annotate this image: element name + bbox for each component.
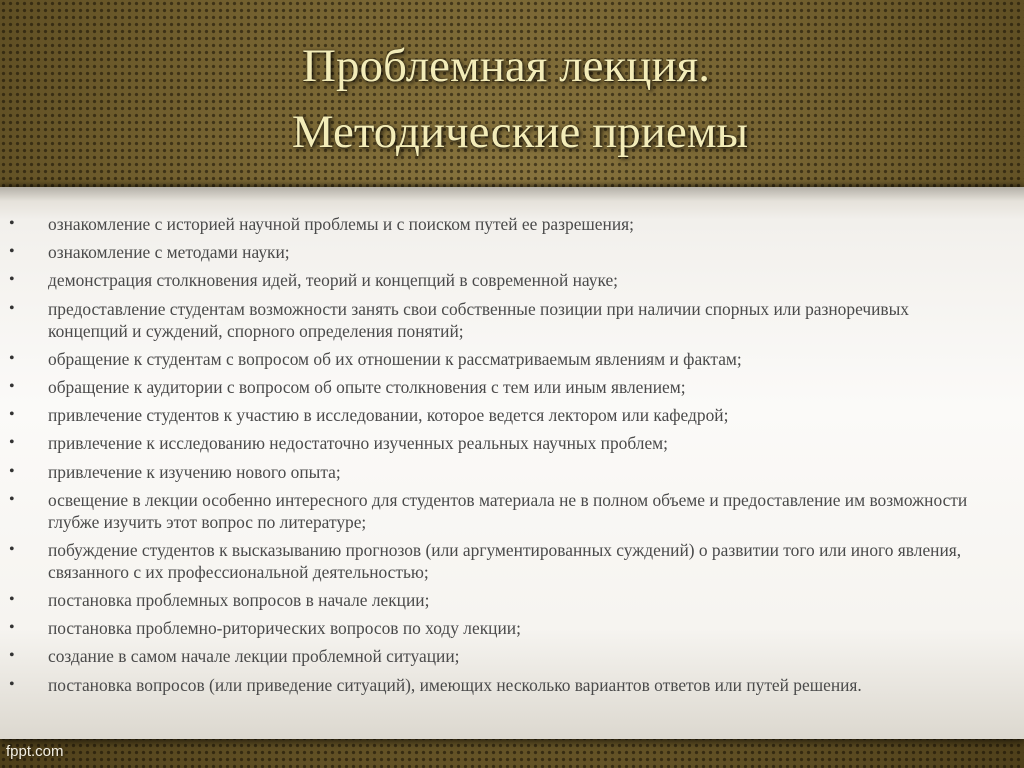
slide-title-line-1: Проблемная лекция. [302, 40, 710, 92]
content-panel [0, 187, 1024, 739]
title-area [0, 0, 1024, 185]
bullet-icon: • [9, 675, 15, 693]
list-item-text: побуждение студентов к высказыванию прогнозов (или аргументированных суждений) о развитии того или иного явления, связанного с их профессиональной деятельностью; [48, 539, 962, 582]
bullet-icon: • [9, 591, 15, 609]
list-item-text: обращение к студентам с вопросом об их отношении к рассматриваемым явлениям и фактам; [48, 348, 742, 369]
list-item [0, 674, 1024, 696]
list-item-text: постановка проблемных вопросов в начале лекции; [48, 590, 430, 611]
bullet-icon: • [9, 647, 15, 665]
bullet-icon: • [9, 540, 15, 558]
bullet-icon: • [9, 377, 15, 395]
list-item [0, 589, 1024, 611]
list-item [0, 432, 1024, 454]
list-item [0, 213, 1024, 235]
bullet-list [0, 213, 1024, 702]
list-item [0, 539, 1024, 583]
list-item-text: постановка проблемно-риторических вопросов по ходу лекции; [48, 618, 521, 639]
list-item-text: создание в самом начале лекции проблемной ситуации; [48, 646, 460, 667]
list-item [0, 617, 1024, 639]
list-item [0, 404, 1024, 426]
list-item [0, 645, 1024, 667]
list-item-text: привлечение студентов к участию в исследовании, которое ведется лектором или кафедрой; [48, 405, 729, 426]
bullet-icon: • [9, 299, 15, 317]
list-item [0, 269, 1024, 291]
list-item-text: освещение в лекции особенно интересного для студентов материала не в полном объеме и предоставление им возможности глубже изучить этот вопрос по литературе; [48, 489, 968, 532]
list-item-text: постановка вопросов (или приведение ситуаций), имеющих несколько вариантов ответов или путей решения. [48, 674, 862, 695]
bullet-icon: • [9, 215, 15, 232]
list-item [0, 348, 1024, 370]
bullet-icon: • [9, 619, 15, 637]
list-item-text: обращение к аудитории с вопросом об опыте столкновения с тем или иным явлением; [48, 376, 686, 397]
list-item-text: ознакомление с историей научной проблемы и с поиском путей ее разрешения; [48, 214, 634, 234]
list-item-text: предоставление студентам возможности занять свои собственные позиции при наличии спорных или разноречивых концепций и суждений, спорного определения понятий; [48, 298, 910, 341]
list-item [0, 298, 1024, 342]
list-item-text: привлечение к исследованию недостаточно изученных реальных научных проблем; [48, 433, 669, 454]
bullet-icon: • [9, 490, 15, 508]
list-item-text: привлечение к изучению нового опыта; [48, 461, 341, 482]
list-item [0, 489, 1024, 533]
bullet-icon: • [9, 406, 15, 424]
bullet-icon: • [9, 243, 15, 261]
slide-title-line-2: Методические приемы [291, 106, 749, 158]
list-item-text: ознакомление с методами науки; [48, 242, 290, 263]
bullet-icon: • [9, 462, 15, 480]
list-item [0, 461, 1024, 483]
bullet-icon: • [9, 271, 15, 289]
list-item [0, 241, 1024, 263]
list-item [0, 376, 1024, 398]
footer-brand: fppt.com [6, 743, 64, 760]
bullet-icon: • [9, 434, 15, 452]
list-item-text: демонстрация столкновения идей, теорий и концепций в современной науке; [48, 270, 619, 291]
bullet-icon: • [9, 349, 15, 367]
